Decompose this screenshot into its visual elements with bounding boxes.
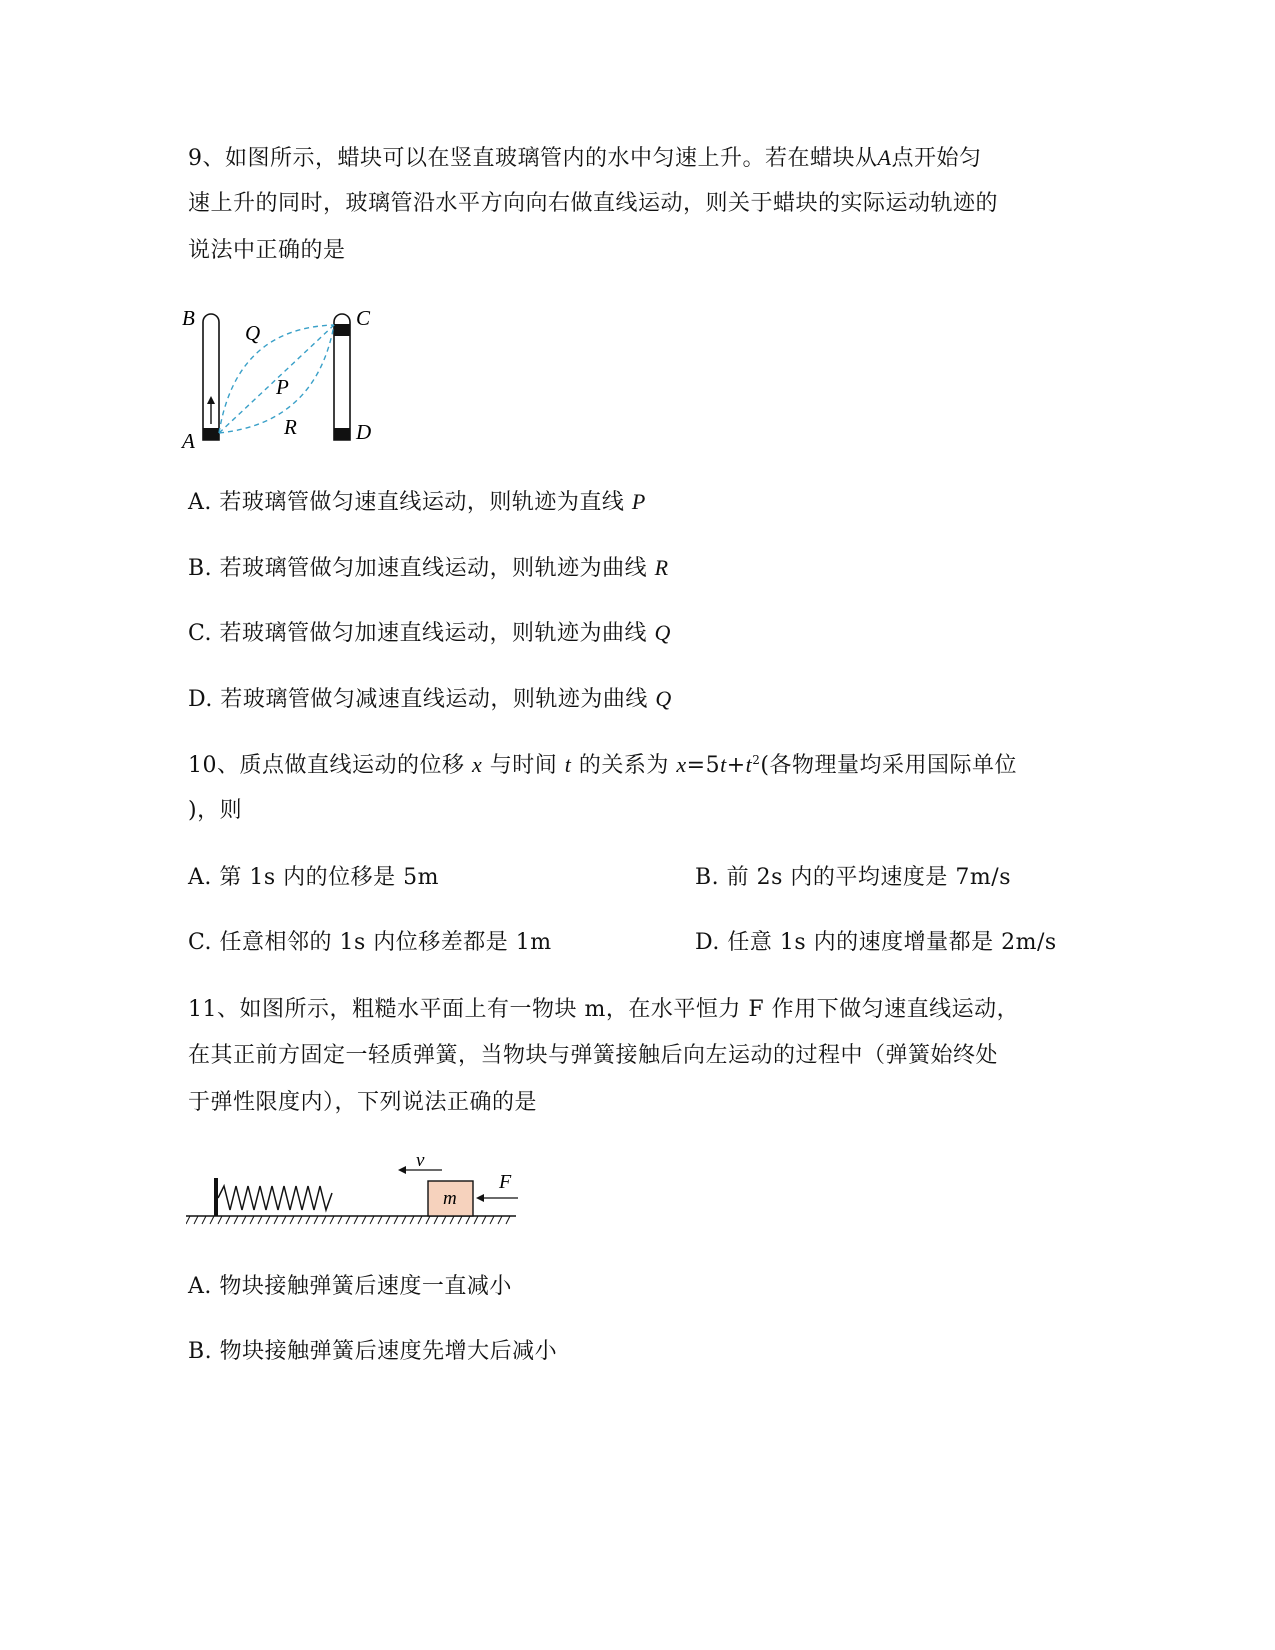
q10-stem-part: 与时间 bbox=[482, 753, 565, 778]
option-text: D. 若玻璃管做匀减速直线运动，则轨迹为曲线 bbox=[188, 687, 656, 712]
q9-option-a bbox=[188, 487, 646, 518]
q9-stem-line-2: 速上升的同时，玻璃管沿水平方向向右做直线运动，则关于蜡块的实际运动轨迹的 bbox=[188, 191, 999, 216]
label-a: A bbox=[182, 429, 195, 453]
q10-stem-part: 10、质点做直线运动的位移 bbox=[188, 753, 472, 778]
option-text: B. 若玻璃管做匀加速直线运动，则轨迹为曲线 bbox=[188, 556, 655, 581]
ground-hatching bbox=[186, 1216, 510, 1224]
q11-figure bbox=[186, 1148, 546, 1238]
label-v: v bbox=[416, 1150, 425, 1171]
q10-option-b: B. 前 2s 内的平均速度是 7m/s bbox=[695, 865, 1011, 890]
velocity-arrow-head-icon bbox=[398, 1166, 406, 1174]
q11-stem-line-3: 于弹性限度内），下列说法正确的是 bbox=[188, 1090, 538, 1115]
option-var: Q bbox=[655, 686, 672, 711]
q10-option-c: C. 任意相邻的 1s 内位移差都是 1m bbox=[188, 930, 552, 955]
label-m: m bbox=[443, 1188, 457, 1209]
force-arrow-head-icon bbox=[476, 1194, 484, 1202]
q11-stem-line-1: 11、如图所示，粗糙水平面上有一物块 m，在水平恒力 F 作用下做匀速直线运动， bbox=[188, 997, 1020, 1022]
q10-stem-part: 的关系为 bbox=[571, 753, 677, 778]
q10-stem-part: (各物理量均采用国际单位 bbox=[760, 753, 1018, 778]
q11-stem-line-2: 在其正前方固定一轻质弹簧，当物块与弹簧接触后向左运动的过程中（弹簧始终处 bbox=[188, 1043, 999, 1068]
q11-option-b: B. 物块接触弹簧后速度先增大后减小 bbox=[188, 1339, 558, 1364]
wax-block-c bbox=[334, 324, 350, 336]
eq-x: x bbox=[676, 752, 687, 777]
wax-block-d bbox=[334, 428, 350, 440]
label-c: C bbox=[356, 306, 371, 330]
label-r: R bbox=[284, 415, 297, 439]
eq-exp: 2 bbox=[752, 753, 761, 767]
q9-figure bbox=[176, 298, 396, 458]
option-text: A. 若玻璃管做匀速直线运动，则轨迹为直线 bbox=[188, 490, 632, 515]
eq-t2: t bbox=[745, 752, 753, 777]
label-p: P bbox=[276, 375, 289, 399]
q11-option-a: A. 物块接触弹簧后速度一直减小 bbox=[188, 1274, 512, 1299]
label-b: B bbox=[182, 306, 195, 330]
q9-stem-line-3: 说法中正确的是 bbox=[188, 238, 346, 263]
q9-stem-line-1 bbox=[188, 143, 981, 174]
q9-stem-part: 点开始匀 bbox=[891, 146, 982, 171]
option-text: C. 若玻璃管做匀加速直线运动，则轨迹为曲线 bbox=[188, 621, 655, 646]
option-var: P bbox=[631, 489, 646, 514]
eq-mid: =5 bbox=[686, 753, 721, 778]
var-t: t bbox=[564, 752, 572, 777]
option-var: R bbox=[654, 555, 669, 580]
q10-stem-line-2: )，则 bbox=[188, 798, 243, 823]
label-d: D bbox=[356, 420, 372, 444]
equation bbox=[676, 753, 760, 778]
label-q: Q bbox=[245, 321, 261, 345]
q9-stem-part: 9、如图所示，蜡块可以在竖直玻璃管内的水中匀速上升。若在蜡块从 bbox=[188, 146, 878, 171]
option-var: Q bbox=[654, 620, 671, 645]
up-arrow-head-icon bbox=[207, 396, 215, 404]
spring bbox=[218, 1186, 332, 1210]
var-x: x bbox=[472, 752, 483, 777]
eq-t1: t bbox=[720, 752, 727, 777]
label-f: F bbox=[499, 1171, 512, 1193]
q10-stem-line-1 bbox=[188, 750, 1017, 781]
q9-option-c bbox=[188, 618, 671, 649]
q10-option-d: D. 任意 1s 内的速度增量都是 2m/s bbox=[695, 930, 1057, 955]
eq-plus: + bbox=[726, 753, 746, 778]
q9-option-b bbox=[188, 553, 669, 584]
wax-block-a bbox=[203, 428, 219, 440]
q10-option-a: A. 第 1s 内的位移是 5m bbox=[188, 865, 439, 890]
q9-option-d bbox=[188, 684, 672, 715]
q9-var-a: A bbox=[877, 145, 892, 170]
